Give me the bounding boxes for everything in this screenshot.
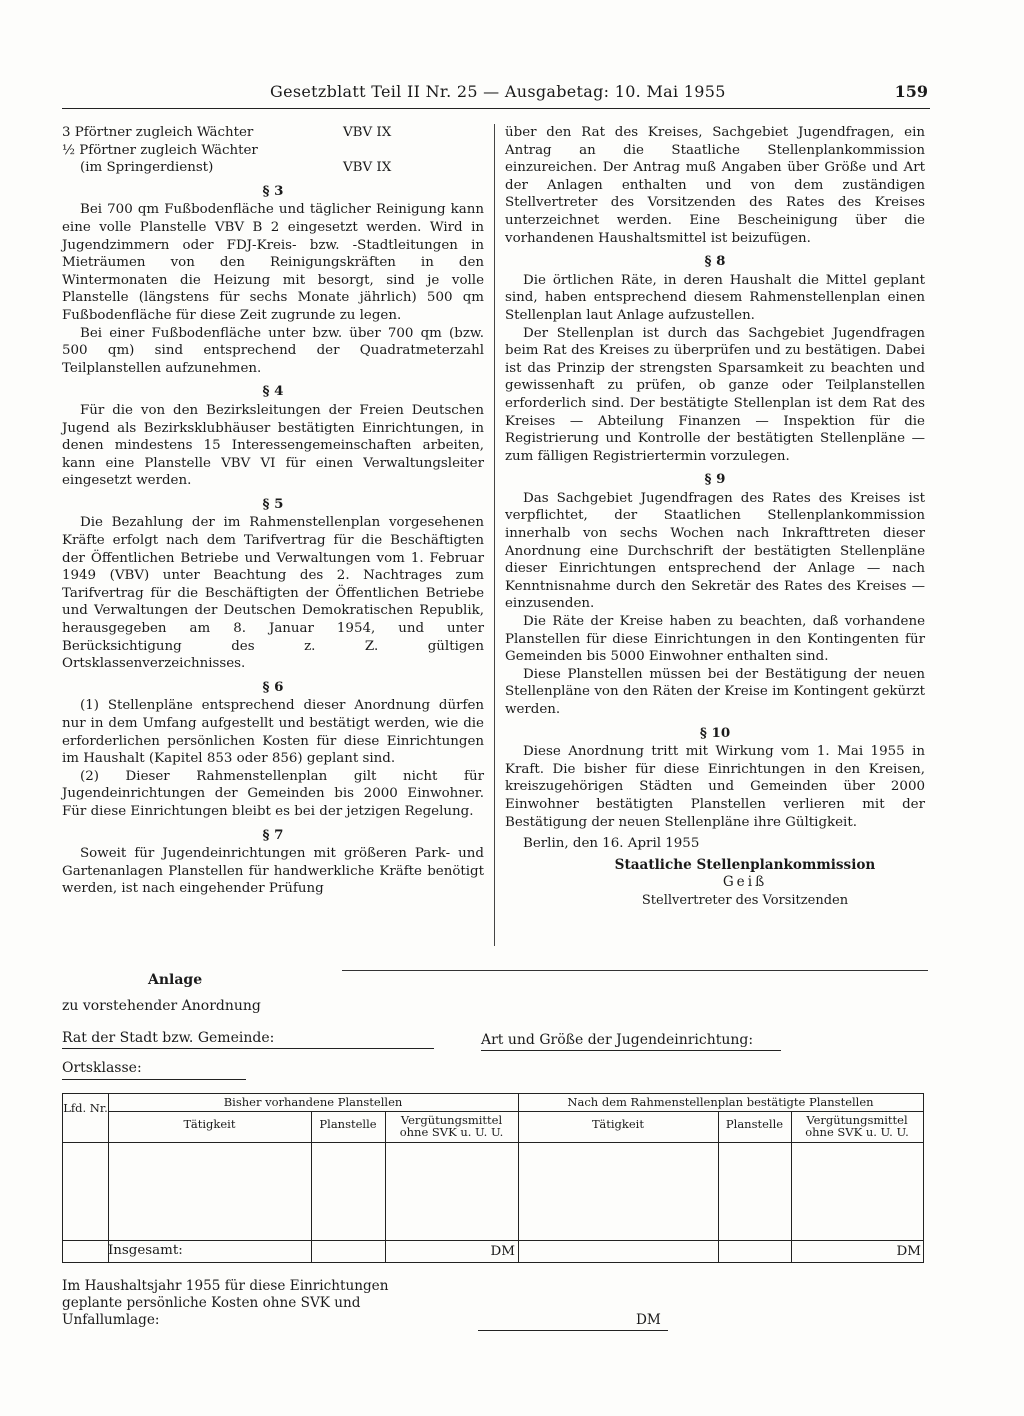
place-date: Berlin, den 16. April 1955 [523, 836, 700, 852]
total-currency: DM [490, 1244, 515, 1259]
field-kind-label: Art und Größe der Jugendeinrichtung: [481, 1032, 754, 1048]
section-title-6: § 6 [262, 678, 284, 695]
field-class [62, 1060, 142, 1076]
col-header-no: Lfd. Nr. [63, 1101, 108, 1115]
role-row [62, 124, 407, 142]
signature-block [565, 857, 925, 910]
paragraph: Bei 700 qm Fußbodenfläche und täglicher Reinigung kann eine volle Planstelle VBV B 2 eingesetzt werden. Wird in Jugendzimmern oder FDJ-Kreis- bzw. -Stadtleitungen in Mieträumen von den Reinigungskräften in den Wintermonaten die Heizung mit besorgt, sind je volle Planstelle (längstens für sechs Monate jährlich) 500 qm Fußbodenfläche für diese Zeit zugrunde zu legen. [62, 202, 484, 323]
page-number: 159 [894, 82, 928, 101]
role-row [62, 159, 407, 177]
signoff-role: Stellvertreter des Vorsitzenden [641, 892, 849, 908]
section-title-7: § 7 [262, 826, 284, 843]
col-header-pay-new: Vergütungsmittel ohne SVK u. U. U. [805, 1113, 909, 1139]
field-kind-line[interactable] [481, 1050, 781, 1051]
group-header-new: Nach dem Rahmenstellenplan bestätigte Planstellen [567, 1095, 874, 1109]
paragraph: Für die von den Bezirksleitungen der Freien Deutschen Jugend als Bezirksklubhäuser bestätigten Einrichtungen, in denen mindestens 15 Interessengemeinschaften arbeiten, kann eine Planstelle VBV VI für einen Verwaltungsleiter eingesetzt werden. [62, 402, 484, 489]
group-header-existing: Bisher vorhandene Planstellen [223, 1095, 403, 1109]
col-header-activity: Tätigkeit [183, 1117, 236, 1131]
paragraph: über den Rat des Kreises, Sachgebiet Jugendfragen, ein Antrag an die Staatliche Stellenplankommission einzureichen. Der Antrag muß Angaben über Größe und Art der Anlagen enthalten und von dem zuständigen Stellvertreter des Vorsitzenden des Rates des Kreises unterzeichnet werden. Eine Bescheinigung über die vorhandenen Haushaltsmittel ist beizufügen. [505, 125, 925, 246]
section-title-3: § 3 [262, 182, 284, 199]
section-title-8: § 8 [704, 253, 726, 270]
role-grade: VBV IX [343, 160, 392, 176]
page-title: Gesetzblatt Teil II Nr. 25 — Ausgabetag: 10. Mai 1955 [270, 82, 726, 101]
field-council-line[interactable] [62, 1048, 434, 1049]
paragraph: Die Bezahlung der im Rahmenstellenplan vorgesehenen Kräfte erfolgt nach dem Tarifvertrag für die Beschäftigten der Öffentlichen Betriebe und Verwaltungen vom 1. Februar 1949 (VBV) unter Beachtung des 2. Nachtrages zum Tarifvertrag für die Beschäftigten der Öffentlichen Betriebe und Verwaltungen der Deutschen Demokratischen Republik, herausgegeben am 8. Januar 1954, und unter Berücksichtigung des z. Z. gültigen Ortsklassenverzeichnisses. [62, 515, 484, 672]
section-title-5: § 5 [262, 495, 284, 512]
paragraph: Das Sachgebiet Jugendfragen des Rates des Kreises ist verpflichtet, der Staatlichen Stellenplankommission innerhalb von sechs Wochen nach Inkrafttreten dieser Anordnung eine Durchschrift der bestätigten Stellenpläne dieser Einrichtungen entsprechend der Anlage — nach Kenntnisnahme durch den Sekretär des Rates des Kreises — einzusenden. [505, 490, 925, 612]
annex-subtitle: zu vorstehender Anordnung [62, 998, 261, 1014]
role-row [62, 142, 407, 160]
page-header [62, 80, 930, 109]
signoff-name: Geiß [722, 874, 768, 891]
section-title-9: § 9 [704, 471, 726, 488]
paragraph: Die örtlichen Räte, in deren Haushalt die Mittel geplant sind, haben entsprechend diesem Rahmenstellenplan einen Stellenplan laut Anlage aufzustellen. [505, 272, 925, 323]
role-label: 3 Pförtner zugleich Wächter [62, 125, 254, 140]
role-label: ½ Pförtner zugleich Wächter [62, 142, 258, 158]
footer-costs-text: Im Haushaltsjahr 1955 für diese Einrichtungen geplante persönliche Kosten ohne SVK und Unfallumlage: [62, 1278, 389, 1328]
paragraph: Soweit für Jugendeinrichtungen mit größeren Park- und Gartenanlagen Planstellen für handwerkliche Kräfte benötigt werden, ist nach eingehender Prüfung [62, 846, 484, 897]
col-header-pay: Vergütungsmittel ohne SVK u. U. U. [399, 1113, 504, 1139]
section-title-4: § 4 [262, 383, 284, 400]
paragraph: Der Stellenplan ist durch das Sachgebiet Jugendfragen beim Rat des Kreises zu überprüfen und zu bestätigen. Dabei ist das Prinzip der strengsten Sparsamkeit zu beachten und gewissenhaft zu prüfen, ob ganze oder Teilplanstellen erforderlich sind. Der bestätigte Stellenplan ist dem Rat des Kreises — Abteilung Finanzen — Inspektion für die Registrierung und Kontrolle der bestätigten Stellenpläne — zum fälligen Registriertermin vorzulegen. [505, 325, 925, 464]
paragraph: Diese Planstellen müssen bei der Bestätigung der neuen Stellenpläne von den Räten der Kreise im Kontingent gekürzt werden. [505, 666, 925, 717]
signoff-organization: Staatliche Stellenplankommission [614, 856, 876, 873]
role-grade [343, 142, 407, 160]
field-class-line[interactable] [62, 1079, 246, 1080]
footer-currency: DM [636, 1312, 661, 1328]
staff-plan-table [62, 1093, 924, 1263]
column-divider [494, 124, 495, 946]
annex-title: Anlage [148, 972, 203, 988]
field-class-label: Ortsklasse: [62, 1060, 142, 1076]
total-label: Insgesamt: [108, 1243, 183, 1258]
role-grade: VBV IX [343, 125, 392, 140]
section-title-10: § 10 [699, 724, 731, 741]
col-header-post: Planstelle [319, 1117, 377, 1131]
paragraph: (1) Stellenpläne entsprechend dieser Anordnung dürfen nur in dem Umfang aufgestellt und bestätigt werden, wie die erforderlichen persönlichen Kosten für diese Einrichtungen im Haushalt (Kapitel 853 oder 856) geplant sind. [62, 698, 484, 767]
paragraph: (2) Dieser Rahmenstellenplan gilt nicht für Jugendeinrichtungen der Gemeinden bis 2000 Einwohner. Für diese Einrichtungen bleibt es bei der jetzigen Regelung. [62, 768, 484, 819]
right-column [505, 124, 925, 910]
paragraph: Die Räte der Kreise haben zu beachten, daß vorhandene Planstellen für diese Einrichtungen in den Kontingenten für Gemeinden bis 5000 Einwohner enthalten sind. [505, 614, 925, 665]
field-kind [481, 1032, 753, 1048]
role-label: (im Springerdienst) [80, 160, 214, 176]
left-column [62, 124, 484, 898]
field-council [62, 1030, 274, 1046]
field-council-label: Rat der Stadt bzw. Gemeinde: [62, 1030, 275, 1046]
annex-separator [342, 970, 928, 971]
col-header-activity-new: Tätigkeit [592, 1117, 644, 1131]
col-header-post-new: Planstelle [725, 1117, 784, 1131]
paragraph: Diese Anordnung tritt mit Wirkung vom 1. Mai 1955 in Kraft. Die bisher für diese Einrichtungen in den Kreisen, kreiszugehörigen Städten und Gemeinden über 2000 Einwohner bestätigten Planstellen verlieren mit der Bestätigung der neuen Stellenpläne ihre Gültigkeit. [505, 744, 925, 830]
paragraph: Bei einer Fußbodenfläche unter bzw. über 700 qm (bzw. 500 qm) sind entsprechend der Quadratmeterzahl Teilplanstellen aufzunehmen. [62, 325, 484, 376]
total-currency-new: DM [896, 1244, 921, 1259]
footer-amount-line[interactable] [478, 1330, 668, 1331]
